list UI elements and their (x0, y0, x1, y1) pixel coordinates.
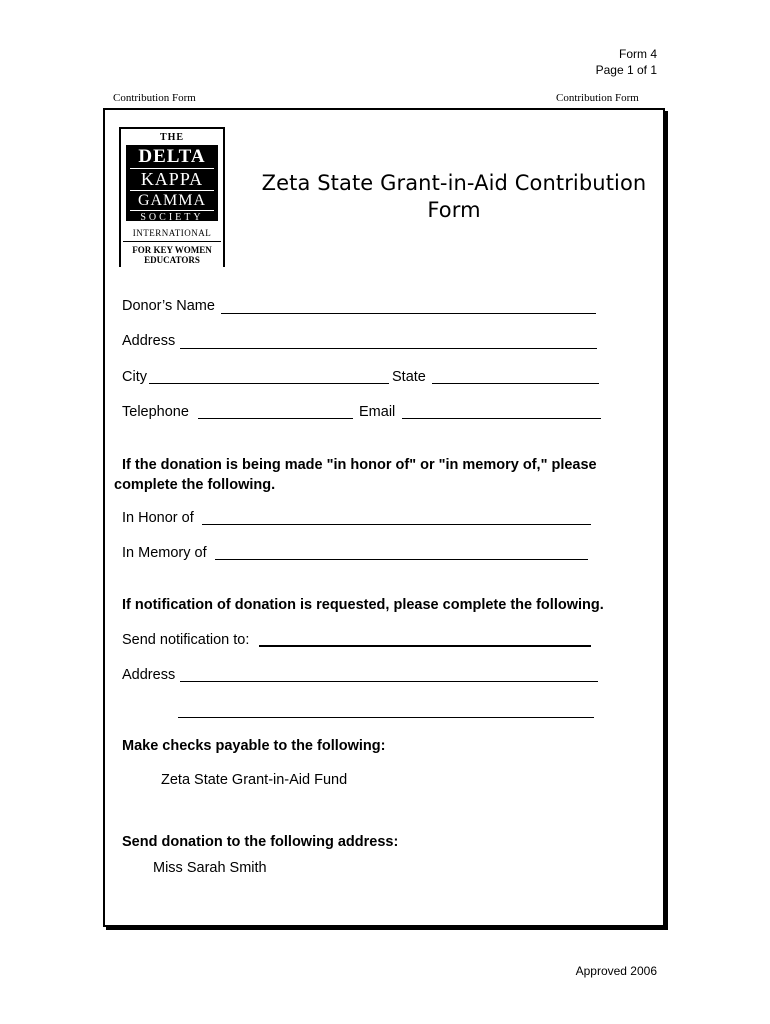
address-label: Address (122, 333, 176, 349)
form-title (252, 170, 656, 224)
email-field[interactable] (402, 418, 601, 419)
city-field[interactable] (149, 383, 389, 384)
logo-international: INTERNATIONAL (132, 228, 212, 238)
city-label: City (122, 369, 147, 385)
logo-delta: DELTA (138, 146, 206, 167)
telephone-label: Telephone (122, 404, 189, 420)
form-title-line2: Form (427, 198, 481, 222)
notification-instruction: If notification of donation is requested, please complete the following. (122, 597, 604, 613)
email-label: Email (359, 404, 396, 420)
send-notification-field[interactable] (259, 645, 591, 647)
header-right-label: Contribution Form (556, 92, 639, 104)
logo-the: THE (159, 132, 185, 143)
address-field[interactable] (180, 348, 597, 349)
header-left-label: Contribution Form (113, 92, 196, 104)
state-field[interactable] (432, 383, 599, 384)
recipient-name: Miss Sarah Smith (153, 860, 267, 876)
in-memory-field[interactable] (215, 559, 588, 560)
send-donation-heading: Send donation to the following address: (122, 834, 399, 850)
logo-black-block (126, 145, 218, 221)
approved-date: Approved 2006 (575, 964, 657, 978)
notification-address-label: Address (122, 667, 176, 683)
notification-address-field[interactable] (180, 681, 598, 682)
notification-address-line2-field[interactable] (178, 717, 594, 718)
logo-society: SOCIETY (130, 210, 214, 224)
form-title-line1: Zeta State Grant-in-Aid Contribution (261, 171, 647, 195)
logo-kappa: KAPPA (130, 168, 214, 190)
in-honor-label: In Honor of (122, 510, 194, 526)
page-info: Page 1 of 1 (595, 63, 657, 77)
in-honor-field[interactable] (202, 524, 591, 525)
delta-kappa-gamma-logo (119, 127, 225, 267)
form-number: Form 4 (618, 47, 657, 61)
logo-gamma: GAMMA (130, 190, 214, 210)
send-notification-label: Send notification to: (122, 632, 250, 648)
in-memory-label: In Memory of (122, 545, 207, 561)
logo-for-key-women: FOR KEY WOMEN (132, 245, 212, 255)
honor-instruction: If the donation is being made "in honor of" or "in memory of," please complete the following. (114, 457, 597, 493)
logo-educators: EDUCATORS (144, 255, 200, 265)
donor-name-field[interactable] (221, 313, 596, 314)
payee-name: Zeta State Grant-in-Aid Fund (161, 772, 348, 788)
telephone-field[interactable] (198, 418, 353, 419)
state-label: State (392, 369, 426, 385)
donor-name-label: Donor’s Name (122, 298, 215, 314)
checks-payable-heading: Make checks payable to the following: (122, 738, 386, 754)
